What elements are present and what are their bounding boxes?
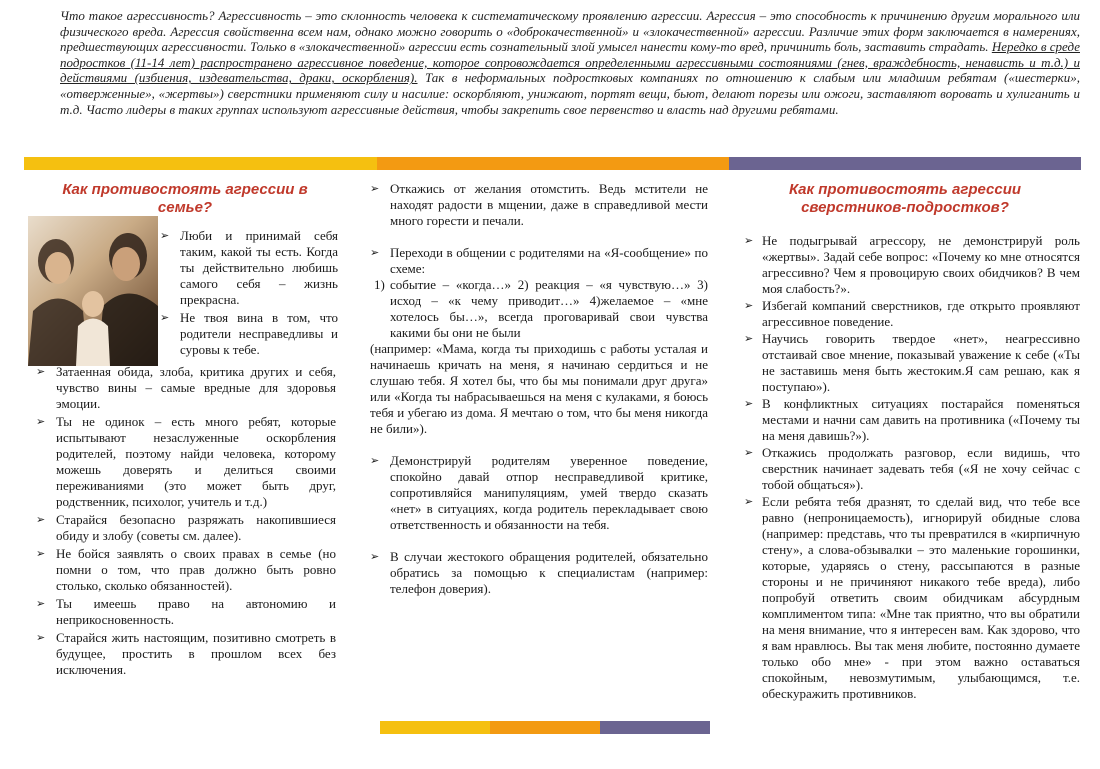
intro-part-1: Что такое агрессивность? Агрессивность – это склонность человека к систематическому проявлению агрессии. Агрессия – это способность к причинению другим морального или физического вреда. Агрессия свойственна всем нам, однако можно говорить о «доброкачественной» и «злокачественной» агрессии. Различие этих форм заключается в намерениях, предшествующих агрессивности. Только в «злокачественной» агрессии есть сознательный злой умысел нанести кому-то вред, причинить боль, заставить страдать. [60,8,1080,55]
left-list-b [36,364,336,680]
family-photo [28,216,158,366]
arrow-bullet-icon: ➢ [744,495,754,508]
arrow-bullet-icon: ➢ [370,246,380,259]
arrow-bullet-icon: ➢ [36,631,46,644]
list-item: ➢ Люби и принимай себя таким, какой ты есть. Когда ты действительно любишь самого себя – жизнь прекрасна. [160,228,338,307]
arrow-bullet-icon: ➢ [36,513,46,526]
arrow-bullet-icon: ➢ [744,299,754,312]
arrow-bullet-icon: ➢ [36,597,46,610]
number-marker: 1) [374,277,385,292]
arrow-bullet-icon: ➢ [160,311,170,324]
list-item: ➢ Ты не одинок – есть много ребят, которые испытывают незаслуженные оскорбления родителей, поэтому найди человека, которому можешь доверять и делиться своими переживаниями (это может быть друг, родственник, психолог, учитель и т.д.) [36,414,336,509]
right-heading: Как противостоять агрессии сверстников-подростков? [788,181,1022,216]
left-heading: Как противостоять агрессии в семье? [62,181,308,216]
list-item: ➢ Не бойся заявлять о своих правах в семье (но помни о том, что прав должно быть ровно столько, сколько обязанностей). [36,546,336,593]
stripe-purple [729,157,1081,170]
intro-part-3: Так в неформальных подростковых компаниях по отношению к слабым или младшим ребятам («шестерки», «отверженные», «жертвы») сверстники применяют силу и насилие: оскорбляют, унижают, портят вещи, бьют, делают порезы или ожоги, заставляют воровать и хулиганить и т.д. Часто лидеры в таких группах используют агрессивные действия, чтобы закрепить свое первенство и власть над другими ребятами. [60,70,1081,117]
list-item: ➢ Не подыгрывай агрессору, не демонстрируй роль «жертвы». Задай себе вопрос: «Почему ко мне относятся агрессивно? Чем я провоцирую своих обидчиков? В чем моя слабость?». [744,233,1080,296]
right-list [744,233,1080,703]
list-item: ➢ Научись говорить твердое «нет», неагрессивно отстаивай свое мнение, показывай уважение к себе («Ты не заставишь меня быть жестоким.Я сам решаю, как я поступаю»). [744,331,1080,394]
numbered-scheme [370,277,708,341]
arrow-bullet-icon: ➢ [160,229,170,242]
arrow-bullet-icon: ➢ [744,332,754,345]
bottom-stripe-purple [600,721,710,734]
family-photo-art [28,216,158,366]
list-item: ➢ Не твоя вина в том, что родители несправедливы и суровы к тебе. [160,310,338,357]
arrow-bullet-icon: ➢ [36,365,46,378]
list-item: ➢ Демонстрируй родителям уверенное поведение, спокойно давай отпор несправедливой критике, сопротивляйся манипуляциям, умей твердо сказать «нет» в ситуациях, когда родитель перекладывает свою ответственность и обязанности на тебя. [370,453,708,532]
list-item: ➢ Старайся жить настоящим, позитивно смотреть в будущее, простить в прошлом всех без исключения. [36,630,336,677]
list-item: ➢ В конфликтных ситуациях постарайся поменяться местами и начни сам давить на противника («Почему ты на меня давишь?»). [744,396,1080,443]
arrow-bullet-icon: ➢ [370,550,380,563]
list-item: ➢ Избегай компаний сверстников, где открыто проявляют агрессивное поведение. [744,298,1080,329]
middle-column [370,181,708,597]
arrow-bullet-icon: ➢ [36,415,46,428]
arrow-bullet-icon: ➢ [370,454,380,467]
list-item: ➢ Откажись от желания отомстить. Ведь мстители не находят радости в мщении, даже в справедливой мести много горести и печали. [370,181,708,228]
stripe-yellow [24,157,377,170]
intro-text [60,8,1080,117]
arrow-bullet-icon: ➢ [370,182,380,195]
scheme-text: событие – «когда…» 2) реакция – «я чувствую…» 3) исход – «к чему приводит…» 4)желаемое – «мне хотелось бы…», всегда проговаривай свои чувства какими бы они не были [390,277,708,340]
list-item: ➢ Затаенная обида, злоба, критика других и себя, чувство вины – самые вредные для здоровья эмоции. [36,364,336,411]
arrow-bullet-icon: ➢ [36,547,46,560]
intro-part-2: Нередко в среде подростков (11-14 лет) распространено агрессивное поведение, которое сопровождается определенными агрессивными состояниями (гнев, враждебность, ненависть и т.д.) и действиями (избиения, издевательства, драки, оскорбления). [60,39,1080,86]
list-item: ➢ Ты имеешь право на автономию и неприкосновенность. [36,596,336,627]
stripe-orange [377,157,729,170]
bottom-stripe-orange [490,721,600,734]
arrow-bullet-icon: ➢ [744,234,754,247]
list-item: ➢ Старайся безопасно разряжать накопившиеся обиду и злобу (советы см. далее). [36,512,336,543]
example-text: (например: «Мама, когда ты приходишь с работы усталая и начинаешь кричать на меня, я начинаю сердиться и не слушаю тебя. Я хотел бы, что бы мы понимали друг друга» или «Когда ты набрасываешься на меня с кулаками, я боюсь тебя и убегаю из дома. Я мечтаю о том, что бы меня никогда не били»). [370,341,708,436]
left-list-a [160,228,338,360]
list-item: ➢ В случаи жестокого обращения родителей, обязательно обратись за помощью к специалистам (например: телефон доверия). [370,549,708,596]
arrow-bullet-icon: ➢ [744,446,754,459]
list-item: ➢ Если ребята тебя дразнят, то сделай вид, что тебе все равно (непроницаемость), игнорируй обидные слова (например: представь, что ты превратился в «кирпичную стену», а слова-обзывалки – это маленькие горошинки, которые, ударяясь о стену, рассыпаются в разные стороны и не причиняют никакого тебе вреда), либо попробуй ответить своим обидчикам абсурдным комплиментом типа: «Мне так приятно, что вы обратили на меня внимание, что я интересен вам. Как здорово, что я вам нравлюсь. Вы так меня любите, постоянно думаете только обо мне» - при этом важно оставаться спокойным, невозмутимым, улыбающимся, т.е. обескуражить противников. [744,494,1080,701]
arrow-bullet-icon: ➢ [744,397,754,410]
list-item: ➢ Откажись продолжать разговор, если видишь, что сверстник начинает задевать тебя («Я не хочу сейчас с тобой общаться»). [744,445,1080,492]
bottom-stripe-yellow [380,721,490,734]
list-item: ➢ Переходи в общении с родителями на «Я-сообщение» по схеме: [370,245,708,276]
